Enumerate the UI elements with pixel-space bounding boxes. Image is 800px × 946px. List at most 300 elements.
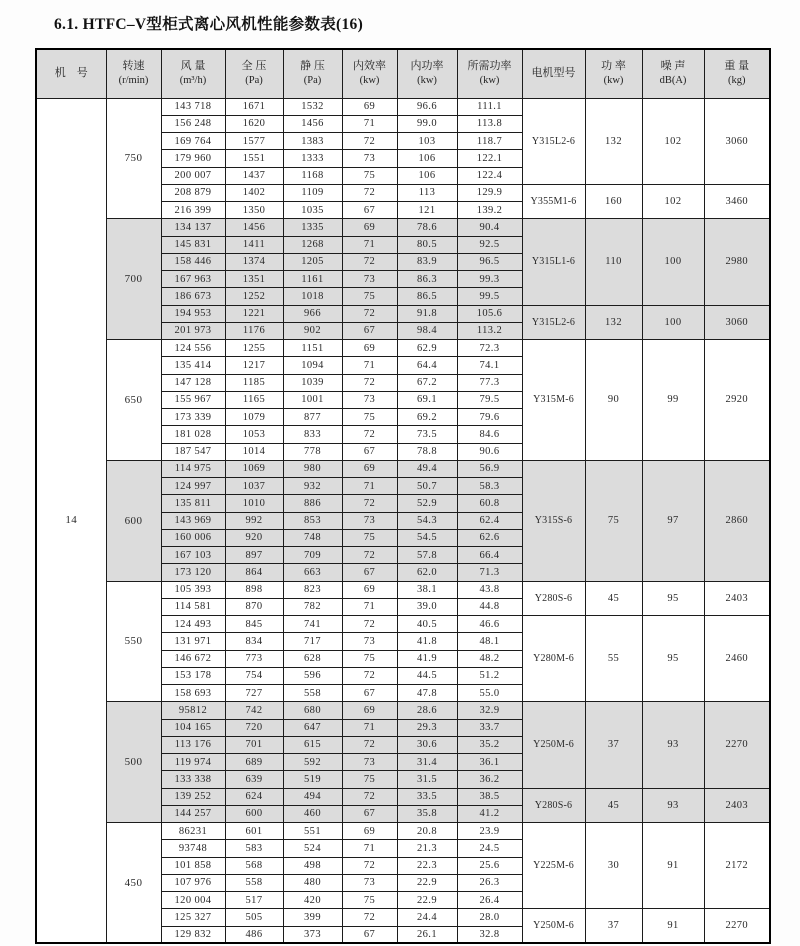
total-pressure-cell: 870	[225, 598, 283, 615]
air-volume-cell: 114 975	[161, 460, 225, 477]
required-power-cell: 99.5	[457, 288, 522, 305]
total-pressure-cell: 1010	[225, 495, 283, 512]
required-power-cell: 90.4	[457, 219, 522, 236]
internal-power-cell: 54.3	[397, 512, 457, 529]
internal-power-cell: 22.9	[397, 892, 457, 909]
total-pressure-cell: 1014	[225, 443, 283, 460]
static-pressure-cell: 782	[283, 598, 342, 615]
total-pressure-cell: 773	[225, 650, 283, 667]
air-volume-cell: 101 858	[161, 857, 225, 874]
efficiency-cell: 75	[342, 771, 397, 788]
internal-power-cell: 39.0	[397, 598, 457, 615]
internal-power-cell: 54.5	[397, 529, 457, 546]
speed-cell: 600	[106, 460, 161, 581]
motor-weight-cell: 3460	[704, 184, 770, 219]
static-pressure-cell: 399	[283, 909, 342, 926]
static-pressure-cell: 1205	[283, 253, 342, 270]
internal-power-cell: 22.9	[397, 874, 457, 891]
efficiency-cell: 69	[342, 581, 397, 598]
static-pressure-cell: 1383	[283, 133, 342, 150]
internal-power-cell: 80.5	[397, 236, 457, 253]
efficiency-cell: 73	[342, 633, 397, 650]
required-power-cell: 99.3	[457, 271, 522, 288]
column-header-4: 静 压 (Pa)	[283, 49, 342, 98]
efficiency-cell: 69	[342, 340, 397, 357]
table-row	[36, 460, 770, 477]
required-power-cell: 118.7	[457, 133, 522, 150]
required-power-cell: 66.4	[457, 547, 522, 564]
internal-power-cell: 78.8	[397, 443, 457, 460]
static-pressure-cell: 480	[283, 874, 342, 891]
internal-power-cell: 21.3	[397, 840, 457, 857]
internal-power-cell: 86.3	[397, 271, 457, 288]
motor-model-cell: Y315L2-6	[522, 98, 585, 184]
motor-noise-cell: 97	[642, 460, 704, 581]
total-pressure-cell: 601	[225, 823, 283, 840]
efficiency-cell: 75	[342, 529, 397, 546]
air-volume-cell: 135 414	[161, 357, 225, 374]
efficiency-cell: 72	[342, 184, 397, 201]
required-power-cell: 48.2	[457, 650, 522, 667]
static-pressure-cell: 592	[283, 754, 342, 771]
total-pressure-cell: 1402	[225, 184, 283, 201]
total-pressure-cell: 920	[225, 529, 283, 546]
air-volume-cell: 104 165	[161, 719, 225, 736]
total-pressure-cell: 1176	[225, 322, 283, 339]
speed-cell: 550	[106, 581, 161, 702]
motor-weight-cell: 2403	[704, 581, 770, 616]
motor-model-cell: Y250M-6	[522, 909, 585, 944]
air-volume-cell: 181 028	[161, 426, 225, 443]
air-volume-cell: 216 399	[161, 202, 225, 219]
required-power-cell: 41.2	[457, 805, 522, 822]
static-pressure-cell: 778	[283, 443, 342, 460]
total-pressure-cell: 624	[225, 788, 283, 805]
internal-power-cell: 69.2	[397, 409, 457, 426]
static-pressure-cell: 596	[283, 667, 342, 684]
internal-power-cell: 41.9	[397, 650, 457, 667]
motor-noise-cell: 91	[642, 823, 704, 909]
internal-power-cell: 69.1	[397, 391, 457, 408]
efficiency-cell: 72	[342, 616, 397, 633]
total-pressure-cell: 742	[225, 702, 283, 719]
total-pressure-cell: 1221	[225, 305, 283, 322]
air-volume-cell: 158 446	[161, 253, 225, 270]
motor-noise-cell: 102	[642, 184, 704, 219]
static-pressure-cell: 717	[283, 633, 342, 650]
air-volume-cell: 167 963	[161, 271, 225, 288]
air-volume-cell: 167 103	[161, 547, 225, 564]
static-pressure-cell: 748	[283, 529, 342, 546]
required-power-cell: 79.5	[457, 391, 522, 408]
efficiency-cell: 67	[342, 202, 397, 219]
air-volume-cell: 124 493	[161, 616, 225, 633]
motor-model-cell: Y280S-6	[522, 788, 585, 823]
internal-power-cell: 83.9	[397, 253, 457, 270]
internal-power-cell: 26.1	[397, 926, 457, 943]
motor-power-cell: 75	[585, 460, 642, 581]
required-power-cell: 26.4	[457, 892, 522, 909]
efficiency-cell: 69	[342, 823, 397, 840]
required-power-cell: 92.5	[457, 236, 522, 253]
fan-performance-table	[35, 48, 771, 944]
column-header-1: 转速 (r/min)	[106, 49, 161, 98]
efficiency-cell: 72	[342, 253, 397, 270]
static-pressure-cell: 886	[283, 495, 342, 512]
total-pressure-cell: 1037	[225, 478, 283, 495]
total-pressure-cell: 1165	[225, 391, 283, 408]
internal-power-cell: 28.6	[397, 702, 457, 719]
required-power-cell: 74.1	[457, 357, 522, 374]
total-pressure-cell: 834	[225, 633, 283, 650]
total-pressure-cell: 639	[225, 771, 283, 788]
efficiency-cell: 67	[342, 685, 397, 702]
required-power-cell: 26.3	[457, 874, 522, 891]
required-power-cell: 56.9	[457, 460, 522, 477]
static-pressure-cell: 1268	[283, 236, 342, 253]
air-volume-cell: 186 673	[161, 288, 225, 305]
total-pressure-cell: 1351	[225, 271, 283, 288]
page-title: 6.1. HTFC–V型柜式离心风机性能参数表(16)	[54, 16, 364, 33]
required-power-cell: 72.3	[457, 340, 522, 357]
table-row	[36, 702, 770, 719]
static-pressure-cell: 1532	[283, 98, 342, 115]
table-row	[36, 98, 770, 115]
required-power-cell: 77.3	[457, 374, 522, 391]
internal-power-cell: 24.4	[397, 909, 457, 926]
static-pressure-cell: 1109	[283, 184, 342, 201]
internal-power-cell: 73.5	[397, 426, 457, 443]
efficiency-cell: 75	[342, 650, 397, 667]
air-volume-cell: 93748	[161, 840, 225, 857]
air-volume-cell: 169 764	[161, 133, 225, 150]
internal-power-cell: 99.0	[397, 115, 457, 132]
required-power-cell: 46.6	[457, 616, 522, 633]
total-pressure-cell: 600	[225, 805, 283, 822]
air-volume-cell: 107 976	[161, 874, 225, 891]
required-power-cell: 113.2	[457, 322, 522, 339]
static-pressure-cell: 1035	[283, 202, 342, 219]
air-volume-cell: 146 672	[161, 650, 225, 667]
total-pressure-cell: 1374	[225, 253, 283, 270]
static-pressure-cell: 1333	[283, 150, 342, 167]
air-volume-cell: 134 137	[161, 219, 225, 236]
static-pressure-cell: 966	[283, 305, 342, 322]
internal-power-cell: 29.3	[397, 719, 457, 736]
internal-power-cell: 22.3	[397, 857, 457, 874]
internal-power-cell: 62.0	[397, 564, 457, 581]
total-pressure-cell: 1620	[225, 115, 283, 132]
total-pressure-cell: 992	[225, 512, 283, 529]
efficiency-cell: 72	[342, 426, 397, 443]
required-power-cell: 36.2	[457, 771, 522, 788]
required-power-cell: 32.8	[457, 926, 522, 943]
air-volume-cell: 179 960	[161, 150, 225, 167]
total-pressure-cell: 897	[225, 547, 283, 564]
column-header-6: 内功率 (kw)	[397, 49, 457, 98]
air-volume-cell: 105 393	[161, 581, 225, 598]
static-pressure-cell: 1018	[283, 288, 342, 305]
internal-power-cell: 62.9	[397, 340, 457, 357]
static-pressure-cell: 373	[283, 926, 342, 943]
air-volume-cell: 173 120	[161, 564, 225, 581]
air-volume-cell: 153 178	[161, 667, 225, 684]
total-pressure-cell: 568	[225, 857, 283, 874]
motor-power-cell: 55	[585, 616, 642, 702]
total-pressure-cell: 1350	[225, 202, 283, 219]
efficiency-cell: 67	[342, 805, 397, 822]
required-power-cell: 55.0	[457, 685, 522, 702]
required-power-cell: 90.6	[457, 443, 522, 460]
air-volume-cell: 135 811	[161, 495, 225, 512]
static-pressure-cell: 833	[283, 426, 342, 443]
required-power-cell: 23.9	[457, 823, 522, 840]
static-pressure-cell: 647	[283, 719, 342, 736]
internal-power-cell: 103	[397, 133, 457, 150]
motor-noise-cell: 100	[642, 219, 704, 305]
motor-noise-cell: 91	[642, 909, 704, 944]
internal-power-cell: 31.5	[397, 771, 457, 788]
efficiency-cell: 72	[342, 495, 397, 512]
total-pressure-cell: 1255	[225, 340, 283, 357]
motor-noise-cell: 95	[642, 616, 704, 702]
air-volume-cell: 156 248	[161, 115, 225, 132]
efficiency-cell: 72	[342, 305, 397, 322]
air-volume-cell: 114 581	[161, 598, 225, 615]
required-power-cell: 48.1	[457, 633, 522, 650]
air-volume-cell: 133 338	[161, 771, 225, 788]
internal-power-cell: 52.9	[397, 495, 457, 512]
static-pressure-cell: 519	[283, 771, 342, 788]
column-header-8: 电机型号	[522, 49, 585, 98]
static-pressure-cell: 902	[283, 322, 342, 339]
internal-power-cell: 57.8	[397, 547, 457, 564]
air-volume-cell: 131 971	[161, 633, 225, 650]
internal-power-cell: 35.8	[397, 805, 457, 822]
required-power-cell: 71.3	[457, 564, 522, 581]
internal-power-cell: 40.5	[397, 616, 457, 633]
internal-power-cell: 78.6	[397, 219, 457, 236]
required-power-cell: 79.6	[457, 409, 522, 426]
column-header-9: 功 率 (kw)	[585, 49, 642, 98]
motor-weight-cell: 2270	[704, 909, 770, 944]
total-pressure-cell: 1079	[225, 409, 283, 426]
efficiency-cell: 72	[342, 667, 397, 684]
required-power-cell: 24.5	[457, 840, 522, 857]
static-pressure-cell: 1039	[283, 374, 342, 391]
motor-model-cell: Y315M-6	[522, 340, 585, 461]
efficiency-cell: 71	[342, 115, 397, 132]
internal-power-cell: 38.1	[397, 581, 457, 598]
column-header-10: 噪 声 dB(A)	[642, 49, 704, 98]
static-pressure-cell: 680	[283, 702, 342, 719]
efficiency-cell: 72	[342, 547, 397, 564]
static-pressure-cell: 628	[283, 650, 342, 667]
required-power-cell: 105.6	[457, 305, 522, 322]
required-power-cell: 111.1	[457, 98, 522, 115]
motor-noise-cell: 99	[642, 340, 704, 461]
motor-model-cell: Y280M-6	[522, 616, 585, 702]
total-pressure-cell: 754	[225, 667, 283, 684]
static-pressure-cell: 498	[283, 857, 342, 874]
motor-power-cell: 45	[585, 581, 642, 616]
efficiency-cell: 72	[342, 374, 397, 391]
motor-model-cell: Y250M-6	[522, 702, 585, 788]
required-power-cell: 139.2	[457, 202, 522, 219]
efficiency-cell: 73	[342, 512, 397, 529]
internal-power-cell: 67.2	[397, 374, 457, 391]
column-header-5: 内效率 (kw)	[342, 49, 397, 98]
static-pressure-cell: 709	[283, 547, 342, 564]
static-pressure-cell: 558	[283, 685, 342, 702]
efficiency-cell: 71	[342, 357, 397, 374]
total-pressure-cell: 1456	[225, 219, 283, 236]
motor-power-cell: 37	[585, 909, 642, 944]
required-power-cell: 33.7	[457, 719, 522, 736]
static-pressure-cell: 1151	[283, 340, 342, 357]
static-pressure-cell: 460	[283, 805, 342, 822]
motor-power-cell: 37	[585, 702, 642, 788]
internal-power-cell: 91.8	[397, 305, 457, 322]
efficiency-cell: 75	[342, 409, 397, 426]
efficiency-cell: 72	[342, 736, 397, 753]
static-pressure-cell: 877	[283, 409, 342, 426]
motor-power-cell: 45	[585, 788, 642, 823]
air-volume-cell: 143 718	[161, 98, 225, 115]
internal-power-cell: 49.4	[397, 460, 457, 477]
motor-noise-cell: 100	[642, 305, 704, 340]
total-pressure-cell: 720	[225, 719, 283, 736]
required-power-cell: 28.0	[457, 909, 522, 926]
air-volume-cell: 125 327	[161, 909, 225, 926]
static-pressure-cell: 524	[283, 840, 342, 857]
motor-noise-cell: 93	[642, 702, 704, 788]
motor-power-cell: 132	[585, 305, 642, 340]
internal-power-cell: 113	[397, 184, 457, 201]
total-pressure-cell: 845	[225, 616, 283, 633]
total-pressure-cell: 864	[225, 564, 283, 581]
air-volume-cell: 143 969	[161, 512, 225, 529]
total-pressure-cell: 1671	[225, 98, 283, 115]
total-pressure-cell: 1437	[225, 167, 283, 184]
static-pressure-cell: 932	[283, 478, 342, 495]
static-pressure-cell: 1001	[283, 391, 342, 408]
required-power-cell: 60.8	[457, 495, 522, 512]
efficiency-cell: 71	[342, 598, 397, 615]
air-volume-cell: 158 693	[161, 685, 225, 702]
air-volume-cell: 173 339	[161, 409, 225, 426]
efficiency-cell: 73	[342, 391, 397, 408]
air-volume-cell: 145 831	[161, 236, 225, 253]
motor-model-cell: Y280S-6	[522, 581, 585, 616]
table-row	[36, 581, 770, 598]
efficiency-cell: 72	[342, 909, 397, 926]
total-pressure-cell: 558	[225, 874, 283, 891]
air-volume-cell: 120 004	[161, 892, 225, 909]
static-pressure-cell: 1335	[283, 219, 342, 236]
speed-cell: 650	[106, 340, 161, 461]
total-pressure-cell: 1069	[225, 460, 283, 477]
required-power-cell: 43.8	[457, 581, 522, 598]
table-row	[36, 823, 770, 840]
internal-power-cell: 96.6	[397, 98, 457, 115]
static-pressure-cell: 1161	[283, 271, 342, 288]
efficiency-cell: 73	[342, 874, 397, 891]
efficiency-cell: 71	[342, 478, 397, 495]
efficiency-cell: 73	[342, 271, 397, 288]
static-pressure-cell: 1456	[283, 115, 342, 132]
internal-power-cell: 33.5	[397, 788, 457, 805]
table-body	[36, 98, 770, 943]
motor-power-cell: 160	[585, 184, 642, 219]
static-pressure-cell: 494	[283, 788, 342, 805]
static-pressure-cell: 420	[283, 892, 342, 909]
air-volume-cell: 119 974	[161, 754, 225, 771]
total-pressure-cell: 727	[225, 685, 283, 702]
efficiency-cell: 69	[342, 460, 397, 477]
air-volume-cell: 129 832	[161, 926, 225, 943]
internal-power-cell: 106	[397, 150, 457, 167]
required-power-cell: 113.8	[457, 115, 522, 132]
efficiency-cell: 72	[342, 133, 397, 150]
static-pressure-cell: 741	[283, 616, 342, 633]
required-power-cell: 38.5	[457, 788, 522, 805]
efficiency-cell: 72	[342, 857, 397, 874]
total-pressure-cell: 689	[225, 754, 283, 771]
internal-power-cell: 64.4	[397, 357, 457, 374]
air-volume-cell: 95812	[161, 702, 225, 719]
table-row	[36, 219, 770, 236]
air-volume-cell: 160 006	[161, 529, 225, 546]
efficiency-cell: 75	[342, 892, 397, 909]
motor-power-cell: 132	[585, 98, 642, 184]
efficiency-cell: 75	[342, 167, 397, 184]
total-pressure-cell: 517	[225, 892, 283, 909]
required-power-cell: 44.8	[457, 598, 522, 615]
efficiency-cell: 69	[342, 702, 397, 719]
required-power-cell: 25.6	[457, 857, 522, 874]
column-header-11: 重 量 (kg)	[704, 49, 770, 98]
total-pressure-cell: 701	[225, 736, 283, 753]
total-pressure-cell: 1411	[225, 236, 283, 253]
motor-power-cell: 110	[585, 219, 642, 305]
total-pressure-cell: 1185	[225, 374, 283, 391]
motor-weight-cell: 2460	[704, 616, 770, 702]
efficiency-cell: 67	[342, 564, 397, 581]
motor-power-cell: 90	[585, 340, 642, 461]
efficiency-cell: 67	[342, 322, 397, 339]
required-power-cell: 32.9	[457, 702, 522, 719]
air-volume-cell: 194 953	[161, 305, 225, 322]
static-pressure-cell: 551	[283, 823, 342, 840]
internal-power-cell: 98.4	[397, 322, 457, 339]
internal-power-cell: 50.7	[397, 478, 457, 495]
air-volume-cell: 208 879	[161, 184, 225, 201]
motor-weight-cell: 2980	[704, 219, 770, 305]
air-volume-cell: 144 257	[161, 805, 225, 822]
efficiency-cell: 69	[342, 219, 397, 236]
internal-power-cell: 86.5	[397, 288, 457, 305]
air-volume-cell: 201 973	[161, 322, 225, 339]
air-volume-cell: 139 252	[161, 788, 225, 805]
speed-cell: 500	[106, 702, 161, 823]
efficiency-cell: 69	[342, 98, 397, 115]
internal-power-cell: 20.8	[397, 823, 457, 840]
efficiency-cell: 71	[342, 236, 397, 253]
total-pressure-cell: 1217	[225, 357, 283, 374]
air-volume-cell: 124 556	[161, 340, 225, 357]
efficiency-cell: 73	[342, 150, 397, 167]
